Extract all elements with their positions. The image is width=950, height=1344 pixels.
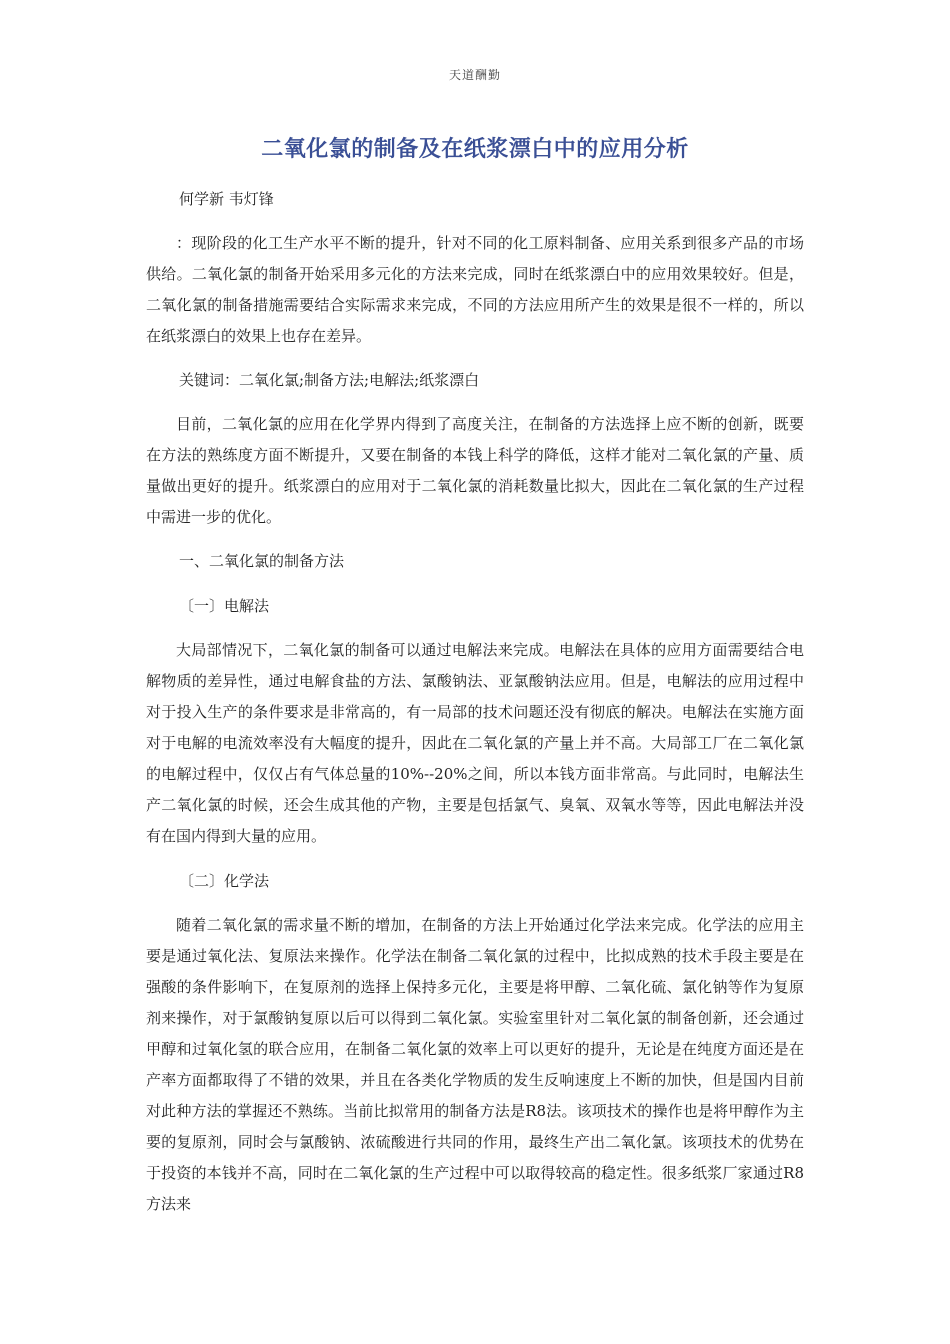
subsection-heading-electrolysis: 〔一〕电解法: [179, 597, 270, 615]
chemical-paragraph: 随着二氧化氯的需求量不断的增加，在制备的方法上开始通过化学法来完成。化学法的应用主要是通过氧化法、复原法来操作。化学法在制备二氧化氯的过程中，比拟成熟的技术手段主要是在强酸的条件影响下，在复原剂的选择上保持多元化，主要是将甲醇、二氧化硫、氯化钠等作为复原剂来操作，对于氯酸钠复原以后可以得到二氧化氯。实验室里针对二氧化氯的制备创新，还会通过甲醇和过氧化氢的联合应用，在制备二氧化氯的效率上可以更好的提升，无论是在纯度方面还是在产率方面都取得了不错的效果，并且在各类化学物质的发生反响速度上不断的加快，但是国内目前对此种方法的掌握还不熟练。当前比拟常用的制备方法是R8法。该项技术的操作也是将甲醇作为主要的复原剂，同时会与氯酸钠、浓硫酸进行共同的作用，最终生产出二氧化氯。该项技术的优势在于投资的本钱并不高，同时在二氧化氯的生产过程中可以取得较高的稳定性。很多纸浆厂家通过R8方法来: [146, 916, 804, 1213]
running-header: 天道酬勤: [448, 68, 501, 82]
article-title: 二氧化氯的制备及在纸浆漂白中的应用分析: [261, 137, 689, 162]
subsection-heading-chemical: 〔二〕化学法: [179, 872, 270, 890]
article-authors: 何学新 韦灯锋: [179, 190, 274, 208]
intro-paragraph: 目前，二氧化氯的应用在化学界内得到了高度关注，在制备的方法选择上应不断的创新，既要在方法的熟练度方面不断提升，又要在制备的本钱上科学的降低，这样才能对二氧化氯的产量、质量做出更好的提升。纸浆漂白的应用对于二氧化氯的消耗数量比拟大，因此在二氧化氯的生产过程中需进一步的优化。: [146, 415, 804, 526]
keywords-line: 关键词：二氧化氯;制备方法;电解法;纸浆漂白: [179, 371, 480, 389]
section-heading: 一、二氧化氯的制备方法: [179, 552, 345, 570]
electrolysis-paragraph: 大局部情况下，二氧化氯的制备可以通过电解法来完成。电解法在具体的应用方面需要结合电解物质的差异性，通过电解食盐的方法、氯酸钠法、亚氯酸钠法应用。但是，电解法的应用过程中对于投入生产的条件要求是非常高的，有一局部的技术问题还没有彻底的解决。电解法在实施方面对于电解的电流效率没有大幅度的提升，因此在二氧化氯的产量上并不高。大局部工厂在二氧化氯的电解过程中，仅仅占有气体总量的10%--20%之间，所以本钱方面非常高。与此同时，电解法生产二氧化氯的时候，还会生成其他的产物，主要是包括氯气、臭氧、双氧水等等，因此电解法并没有在国内得到大量的应用。: [146, 641, 804, 845]
abstract-paragraph: ：现阶段的化工生产水平不断的提升，针对不同的化工原料制备、应用关系到很多产品的市场供给。二氧化氯的制备开始采用多元化的方法来完成，同时在纸浆漂白中的应用效果较好。但是，二氧化氯的制备措施需要结合实际需求来完成，不同的方法应用所产生的效果是很不一样的，所以在纸浆漂白的效果上也存在差异。: [146, 234, 804, 345]
